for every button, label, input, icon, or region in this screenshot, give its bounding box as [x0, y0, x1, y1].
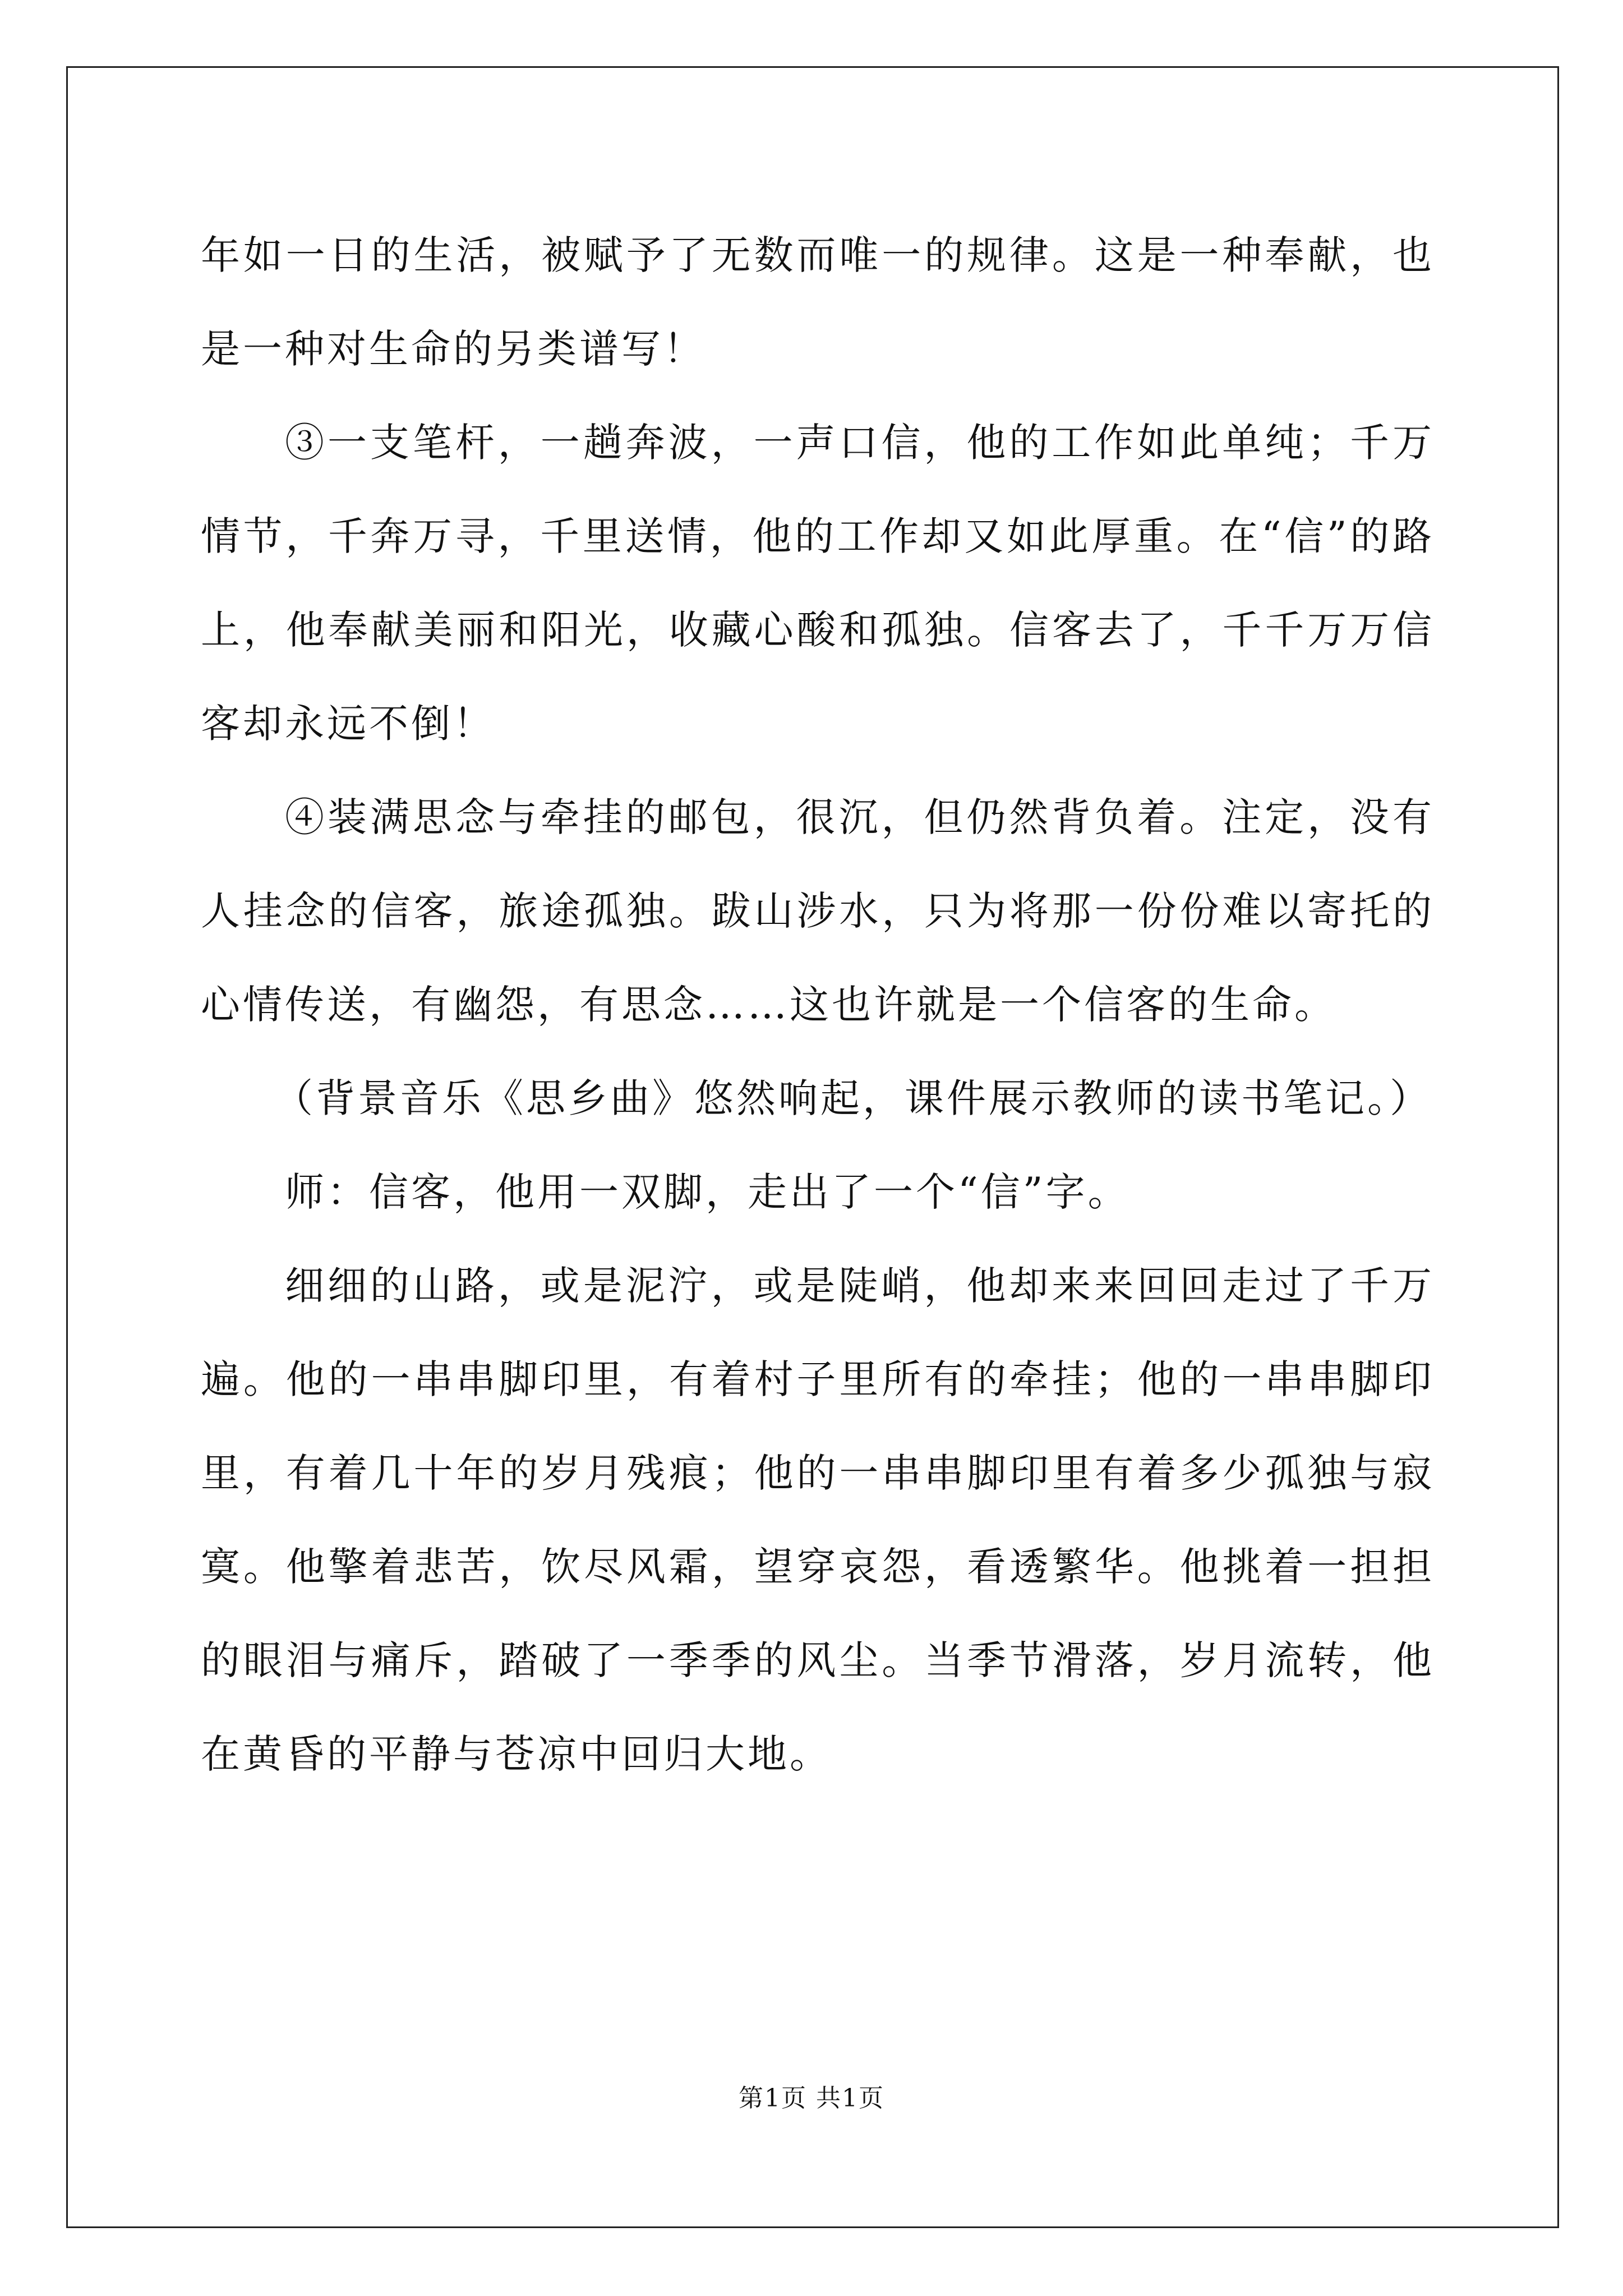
paragraph-3: ③一支笔杆，一趟奔波，一声口信，他的工作如此单纯；千万情节，千奔万寻，千里送情，他的工作却又如此厚重。在“信”的路上，他奉献美丽和阳光，收藏心酸和孤独。信客去了，千千万万信客却永远不倒！	[201, 420, 1435, 747]
page-number-footer: 第1页 共1页	[739, 2084, 884, 2113]
paragraph-continuation: 年如一日的生活，被赋予了无数而唯一的规律。这是一种奉献，也是一种对生命的另类谱写！	[201, 232, 1435, 372]
paragraph-5: 细细的山路，或是泥泞，或是陡峭，他却来来回回走过了千万遍。他的一串串脚印里，有着村子里所有的牵挂；他的一串串脚印里，有着几十年的岁月残痕；他的一串串脚印里有着多少孤独与寂寞。他擎着悲苦，饮尽风霜，望穿哀怨，看透繁华。他挑着一担担的眼泪与痛斥，踏破了一季季的风尘。当季节滑落，岁月流转，他在黄昏的平静与苍凉中回归大地。	[201, 1263, 1435, 1777]
paragraph-4: ④装满思念与牵挂的邮包，很沉，但仍然背负着。注定，没有人挂念的信客，旅途孤独。跋山涉水，只为将那一份份难以寄托的心情传送，有幽怨，有思念……这也许就是一个信客的生命。	[201, 794, 1435, 1028]
document-body	[201, 209, 1435, 1801]
teacher-line: 师：信客，他用一双脚，走出了一个“信”字。	[285, 1169, 1130, 1215]
stage-direction: （背景音乐《思乡曲》悠然响起，课件展示教师的读书笔记。）	[274, 1075, 1432, 1121]
